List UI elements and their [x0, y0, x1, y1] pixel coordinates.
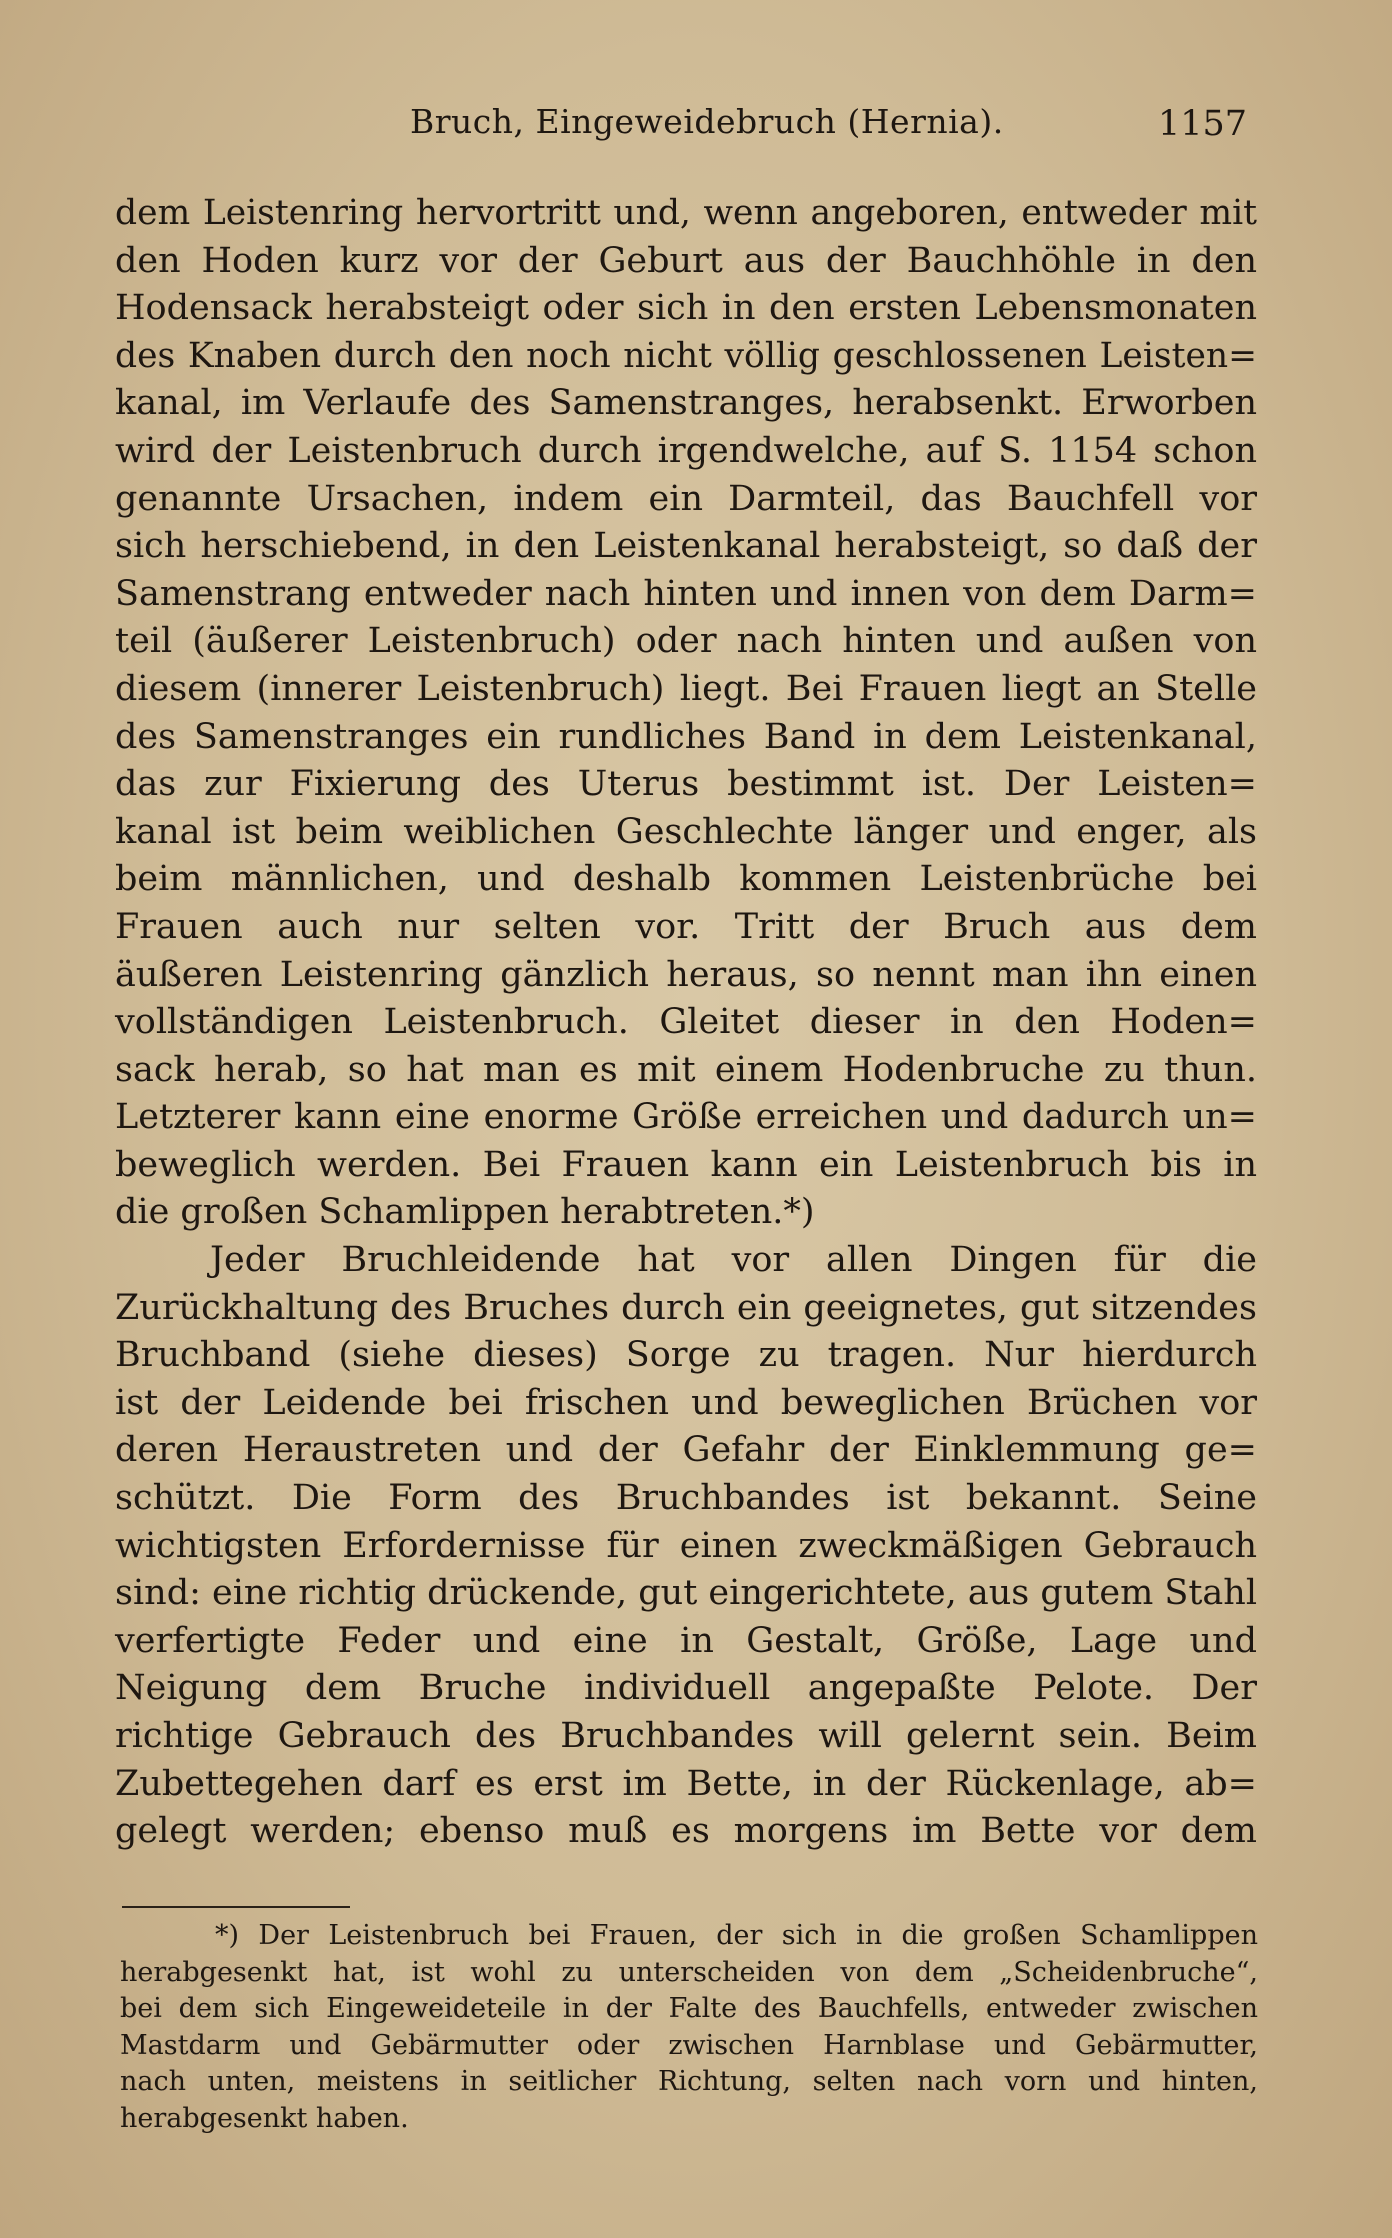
- text-line: äußeren Leistenring gänzlich heraus, so nennt man ihn einen: [115, 954, 1257, 995]
- running-head: [0, 102, 1392, 152]
- text-line: das zur Fixierung des Uterus bestimmt ist. Der Leisten=: [115, 764, 1257, 805]
- body-text: [115, 190, 1257, 1856]
- running-head-title: Bruch, Eingeweidebruch (Hernia).: [410, 102, 1004, 141]
- text-line: Letzterer kann eine enorme Größe erreichen und dadurch un=: [115, 1097, 1257, 1138]
- text-line: kanal, im Verlaufe des Samenstranges, herabsenkt. Erworben: [115, 383, 1257, 424]
- footnote-line: bei dem sich Eingeweideteile in der Falte des Bauchfells, entweder zwischen: [120, 1993, 1258, 2024]
- text-line: genannte Ursachen, indem ein Darmteil, das Bauchfell vor: [115, 478, 1257, 519]
- footnote-line: *) Der Leistenbruch bei Frauen, der sich in die großen Schamlippen: [215, 1920, 1258, 1951]
- footnote-line: herabgesenkt hat, ist wohl zu unterscheiden von dem „Scheidenbruche“,: [120, 1956, 1258, 1988]
- text-line: Jeder Bruchleidende hat vor allen Dingen für die: [210, 1240, 1257, 1281]
- text-line: wird der Leistenbruch durch irgendwelche, auf S. 1154 schon: [115, 430, 1257, 471]
- text-line: Zubettegehen darf es erst im Bette, in der Rückenlage, ab=: [115, 1763, 1257, 1804]
- text-line: Zurückhaltung des Bruches durch ein geeignetes, gut sitzendes: [115, 1287, 1257, 1328]
- footnote-line: nach unten, meistens in seitlicher Richtung, selten nach vorn und hinten,: [120, 2066, 1258, 2097]
- text-line: teil (äußerer Leistenbruch) oder nach hinten und außen von: [115, 621, 1257, 662]
- text-line: richtige Gebrauch des Bruchbandes will gelernt sein. Beim: [115, 1716, 1257, 1756]
- text-line: dem Leistenring hervortritt und, wenn angeboren, entweder mit: [115, 193, 1257, 233]
- text-line: Samenstrang entweder nach hinten und innen von dem Darm=: [115, 573, 1257, 614]
- text-line: vollständigen Leistenbruch. Gleitet dieser in den Hoden=: [115, 1002, 1257, 1043]
- text-line: Neigung dem Bruche individuell angepaßte Pelote. Der: [115, 1668, 1257, 1709]
- text-line: deren Heraustreten und der Gefahr der Einklemmung ge=: [115, 1430, 1257, 1471]
- text-line: den Hoden kurz vor der Geburt aus der Bauchhöhle in den: [115, 240, 1257, 281]
- text-line: diesem (innerer Leistenbruch) liegt. Bei Frauen liegt an Stelle: [115, 668, 1257, 709]
- text-line: des Samenstranges ein rundliches Band in dem Leistenkanal,: [115, 716, 1257, 757]
- text-line: gelegt werden; ebenso muß es morgens im Bette vor dem: [115, 1811, 1257, 1852]
- text-line: sind: eine richtig drückende, gut eingerichtete, aus gutem Stahl: [115, 1573, 1258, 1614]
- text-line: die großen Schamlippen herabtreten.*): [115, 1192, 815, 1233]
- footnote-line: herabgesenkt haben.: [120, 2102, 409, 2134]
- footnote-divider: [122, 1906, 350, 1908]
- footnote-line: Mastdarm und Gebärmutter oder zwischen Harnblase und Gebärmutter,: [120, 2029, 1258, 2061]
- text-line: Frauen auch nur selten vor. Tritt der Bruch aus dem: [115, 906, 1257, 947]
- footnote: [120, 1918, 1258, 2137]
- text-line: sich herschiebend, in den Leistenkanal herabsteigt, so daß der: [115, 526, 1257, 567]
- text-line: beim männlichen, und deshalb kommen Leistenbrüche bei: [115, 859, 1257, 900]
- text-line: beweglich werden. Bei Frauen kann ein Leistenbruch bis in: [115, 1144, 1257, 1185]
- text-line: schützt. Die Form des Bruchbandes ist bekannt. Seine: [115, 1478, 1257, 1519]
- text-line: Hodensack herabsteigt oder sich in den ersten Lebensmonaten: [115, 288, 1257, 329]
- text-line: des Knaben durch den noch nicht völlig geschlossenen Leisten=: [115, 335, 1257, 376]
- page-number: 1157: [1158, 104, 1248, 144]
- text-line: verfertigte Feder und eine in Gestalt, Größe, Lage und: [115, 1620, 1257, 1661]
- text-line: sack herab, so hat man es mit einem Hodenbruche zu thun.: [115, 1049, 1257, 1090]
- text-line: ist der Leidende bei frischen und beweglichen Brüchen vor: [115, 1382, 1257, 1423]
- text-line: wichtigsten Erfordernisse für einen zweckmäßigen Gebrauch: [115, 1525, 1257, 1566]
- text-line: kanal ist beim weiblichen Geschlechte länger und enger, als: [115, 811, 1257, 852]
- text-line: Bruchband (siehe dieses) Sorge zu tragen. Nur hierdurch: [115, 1335, 1257, 1376]
